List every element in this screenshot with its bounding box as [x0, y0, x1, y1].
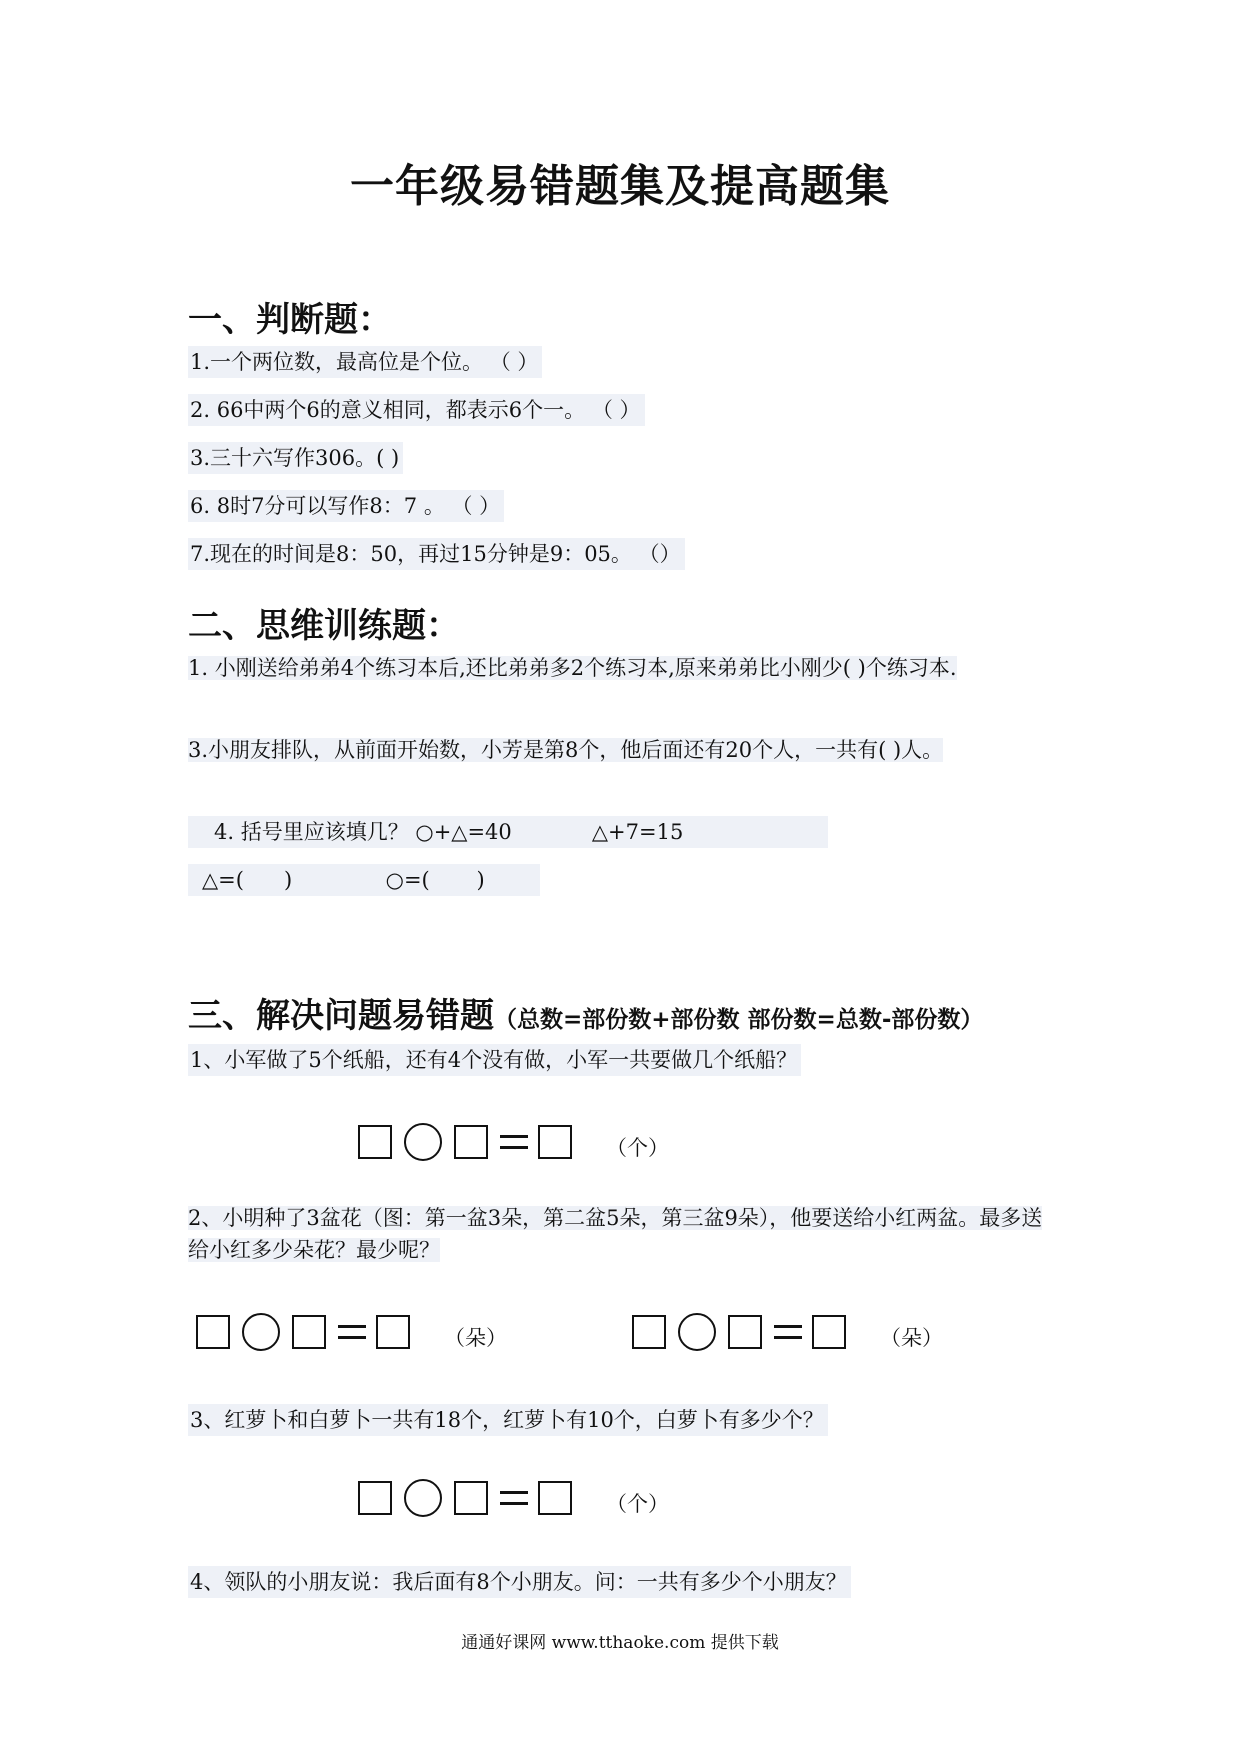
section-heading-judgement: 一、判断题： — [188, 300, 392, 340]
problem-2-equation-min — [632, 1310, 943, 1354]
operator-circle[interactable] — [404, 1123, 442, 1161]
judgement-item-1: 1.一个两位数，最高位是个位。 （ ） — [188, 346, 542, 378]
problem-1: 1、小军做了5个纸船，还有4个没有做，小军一共要做几个纸船？ — [188, 1044, 801, 1076]
problem-3-equation — [358, 1476, 669, 1520]
answer-box[interactable] — [538, 1481, 572, 1515]
judgement-item-6: 6. 8时7分可以写作8：7 。 （ ） — [188, 490, 504, 522]
thinking-question-3-text: 3.小朋友排队，从前面开始数，小芳是第8个，他后面还有20个人，一共有( )人。 — [188, 738, 944, 762]
answer-box[interactable] — [358, 1481, 392, 1515]
unit-label: （个） — [606, 1136, 669, 1160]
problem-4: 4、领队的小朋友说：我后面有8个小朋友。问：一共有多少个小朋友？ — [188, 1566, 851, 1598]
equals-sign — [338, 1325, 366, 1339]
answer-box[interactable] — [196, 1315, 230, 1349]
equals-sign — [774, 1325, 802, 1339]
answer-box[interactable] — [292, 1315, 326, 1349]
problem-2-equation-max — [196, 1310, 507, 1354]
unit-label: （朵） — [444, 1326, 507, 1350]
answer-box[interactable] — [812, 1315, 846, 1349]
thinking-question-3 — [188, 734, 1060, 766]
page-title: 一年级易错题集及提高题集 — [350, 161, 890, 212]
thinking-question-1-text: 1. 小刚送给弟弟4个练习本后,还比弟弟多2个练习本,原来弟弟比小刚少( )个练习本. — [188, 656, 957, 680]
operator-circle[interactable] — [404, 1479, 442, 1517]
thinking-question-1 — [188, 652, 1060, 684]
section-heading-problems-note: （总数=部份数+部份数 部份数=总数-部份数） — [494, 1007, 984, 1033]
judgement-item-2: 2. 66中两个6的意义相同，都表示6个一。 （ ） — [188, 394, 645, 426]
thinking-question-4-line1: 4. 括号里应该填几？ ○+△=40 △+7=15 — [188, 816, 828, 848]
problem-2 — [188, 1202, 1060, 1266]
equals-sign — [500, 1491, 528, 1505]
section-heading-problems — [188, 988, 983, 1037]
unit-label: （朵） — [880, 1326, 943, 1350]
operator-circle[interactable] — [678, 1313, 716, 1351]
equals-sign — [500, 1135, 528, 1149]
answer-box[interactable] — [358, 1125, 392, 1159]
problem-1-equation — [358, 1120, 669, 1164]
operator-circle[interactable] — [242, 1313, 280, 1351]
answer-box[interactable] — [454, 1125, 488, 1159]
problem-3: 3、红萝卜和白萝卜一共有18个，红萝卜有10个，白萝卜有多少个？ — [188, 1404, 828, 1436]
answer-box[interactable] — [454, 1481, 488, 1515]
answer-box[interactable] — [728, 1315, 762, 1349]
unit-label: （个） — [606, 1492, 669, 1516]
judgement-item-3: 3.三十六写作306。( ) — [188, 442, 403, 474]
answer-box[interactable] — [632, 1315, 666, 1349]
section-heading-problems-title: 三、解决问题易错题 — [188, 996, 494, 1036]
answer-box[interactable] — [376, 1315, 410, 1349]
section-heading-thinking: 二、思维训练题： — [188, 606, 460, 646]
thinking-question-4-line2: △=( ) ○=( ) — [188, 864, 540, 896]
problem-2-text: 2、小明种了3盆花（图：第一盆3朵，第二盆5朵，第三盆9朵），他要送给小红两盆。最多送给小红多少朵花？最少呢？ — [188, 1206, 1043, 1262]
judgement-item-7: 7.现在的时间是8：50，再过15分钟是9：05。 （） — [188, 538, 685, 570]
answer-box[interactable] — [538, 1125, 572, 1159]
footer-credit: 通通好课网 www.tthaoke.com 提供下载 — [461, 1633, 779, 1653]
